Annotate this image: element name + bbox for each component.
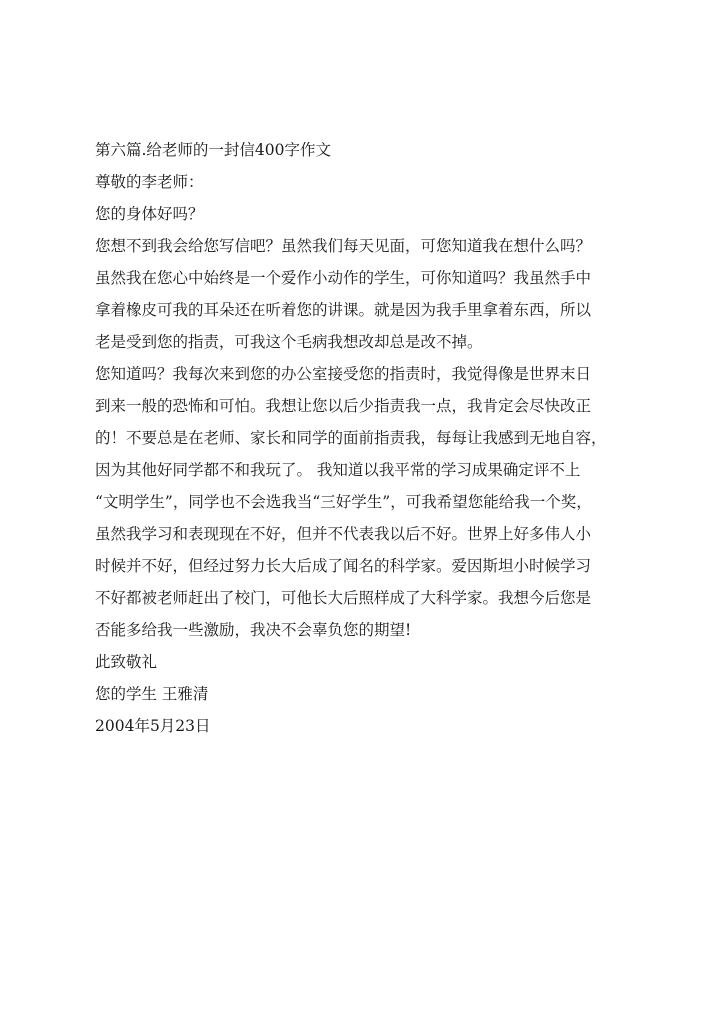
- paragraph-line: 时候并不好，但经过努力长大后成了闻名的科学家。爱因斯坦小时候学习: [95, 557, 592, 575]
- paragraph-line: 老是受到您的指责，可我这个毛病我想改却总是改不掉。: [95, 333, 483, 351]
- paragraph-line: 虽然我学习和表现现在不好，但并不代表我以后不好。世界上好多伟人小: [95, 525, 592, 543]
- greeting-text: 您的身体好吗？: [95, 205, 204, 223]
- paragraph-1: [95, 230, 635, 262]
- paragraph-line: 您知道吗？我每次来到您的办公室接受您的指责时，我觉得像是世界末日: [95, 365, 592, 383]
- signature-text: 您的学生 王雅清: [95, 685, 209, 703]
- letter-body: [95, 134, 635, 742]
- paragraph-line: 您想不到我会给您写信吧？虽然我们每天见面，可您知道我在想什么吗？: [95, 237, 592, 255]
- document-title: [95, 134, 635, 166]
- title-text: 第六篇.给老师的一封信400字作文: [95, 141, 332, 159]
- paragraph-3: [95, 358, 635, 646]
- greeting: [95, 198, 635, 230]
- date-text: 2004年5月23日: [95, 717, 211, 735]
- paragraph-line: 到来一般的恐怖和可怕。我想让您以后少指责我一点，我肯定会尽快改正: [95, 397, 592, 415]
- paragraph-line: 拿着橡皮可我的耳朵还在听着您的讲课。就是因为我手里拿着东西，所以: [95, 301, 592, 319]
- date: [95, 710, 635, 742]
- signature: [95, 678, 635, 710]
- salutation: [95, 166, 635, 198]
- salutation-text: 尊敬的李老师：: [95, 173, 204, 191]
- closing: [95, 646, 635, 678]
- paragraph-line: 不好都被老师赶出了校门，可他长大后照样成了大科学家。我想今后您是: [95, 589, 592, 607]
- paragraph-line: 因为其他好同学都不和我玩了。 我知道以我平常的学习成果确定评不上: [95, 461, 581, 479]
- paragraph-line: 的！不要总是在老师、家长和同学的面前指责我，每每让我感到无地自容，: [95, 429, 607, 447]
- paragraph-line: 否能多给我一些激励，我决不会辜负您的期望!: [95, 621, 412, 639]
- closing-text: 此致敬礼: [95, 653, 158, 671]
- paragraph-2: [95, 262, 635, 358]
- paragraph-line: 虽然我在您心中始终是一个爱作小动作的学生，可你知道吗？我虽然手中: [95, 269, 592, 287]
- paragraph-line: “文明学生”，同学也不会选我当“三好学生”，可我希望您能给我一个奖，: [95, 493, 592, 511]
